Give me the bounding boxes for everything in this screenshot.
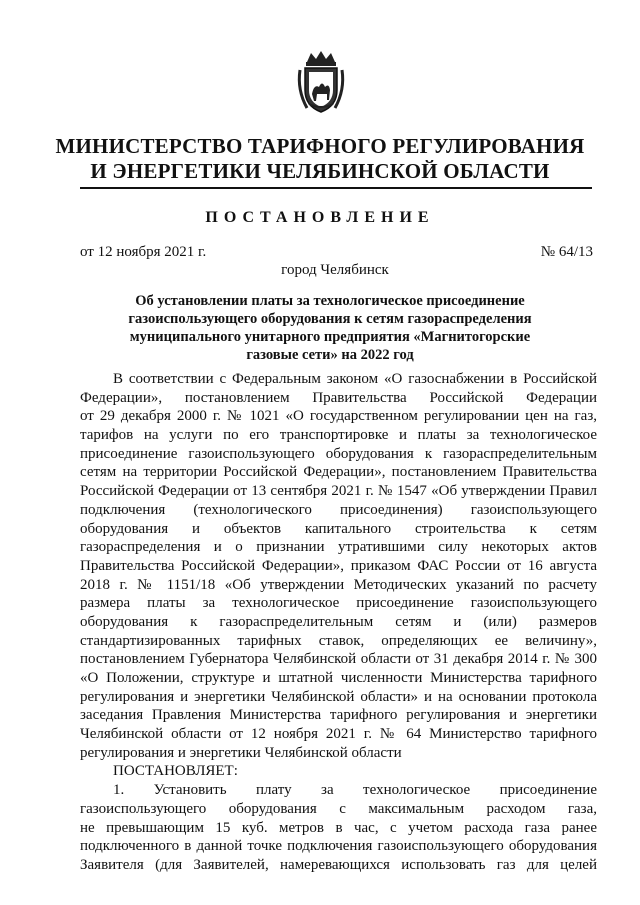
body-line: 2018 г. № 1151/18 «Об утверждении Методических указаний по расчету bbox=[80, 576, 597, 593]
body-line: «О Положении, структуре и штатной численности Министерства тарифного bbox=[80, 670, 597, 686]
body-line: заседания Правления Министерства тарифного регулирования и энергетики bbox=[80, 707, 597, 724]
heading-line: газоиспользующего оборудования к сетям газораспределения bbox=[128, 311, 532, 327]
body-line: постановлением Губернатора Челябинской области от 31 декабря 2014 г. № 300 bbox=[80, 651, 597, 668]
body-line: 1. Установить плату за технологическое присоединение bbox=[113, 782, 597, 799]
document-city: город Челябинск bbox=[281, 262, 389, 278]
coat-of-arms-icon bbox=[295, 50, 347, 116]
body-line: Федерации», постановлением Правительства Российской Федерации bbox=[80, 389, 597, 406]
body-line: Российской Федерации от 13 сентября 2021 г. № 1547 «Об утверждении Правил bbox=[80, 483, 597, 500]
body-line: размера платы за технологическое присоединение газоиспользующего bbox=[80, 595, 597, 612]
body-line: оборудования и объектов капитального строительства к сетям bbox=[80, 520, 597, 537]
document-date: от 12 ноября 2021 г. bbox=[80, 244, 207, 260]
body-line: подключенного в данной точке подключения газоиспользующего оборудования bbox=[80, 838, 597, 855]
body-line: Челябинской области от 12 ноября 2021 г. № 64 Министерство тарифного bbox=[80, 726, 597, 743]
ministry-name-line2: И ЭНЕРГЕТИКИ ЧЕЛЯБИНСКОЙ ОБЛАСТИ bbox=[90, 159, 550, 183]
body-line: Заявителя (для Заявителей, намеревающихся использовать газ для целей bbox=[80, 856, 597, 873]
body-line: Правительства Российской Федерации», приказом ФАС России от 16 августа bbox=[80, 557, 597, 574]
body-line: В соответствии с Федеральным законом «О газоснабжении в Российской bbox=[113, 371, 597, 387]
ministry-name-line1: МИНИСТЕРСТВО ТАРИФНОГО РЕГУЛИРОВАНИЯ bbox=[55, 134, 585, 158]
body-line: тарифов на услуги по его транспортировке и платы за технологическое bbox=[80, 427, 597, 444]
heading-line: газовые сети» на 2022 год bbox=[246, 347, 414, 363]
body-line: регулирования и энергетики Челябинской области» и на основании протокола bbox=[80, 688, 597, 705]
document-number: № 64/13 bbox=[540, 244, 593, 260]
body-line: стандартизированных тарифных ставок, определяющих ее величину», bbox=[80, 632, 597, 649]
document-type: ПОСТАНОВЛЕНИЕ bbox=[205, 209, 435, 226]
body-line: не превышающим 15 куб. метров в час, с учетом расхода газа ранее bbox=[80, 819, 597, 836]
document-body bbox=[80, 370, 597, 875]
document-heading bbox=[108, 292, 552, 364]
body-line: регулирования и энергетики Челябинской области bbox=[80, 744, 402, 761]
header-divider bbox=[80, 187, 592, 189]
body-line: присоединение газоиспользующего оборудования к газораспределительным bbox=[80, 445, 597, 462]
body-line: подключения (технологического присоединения) газоиспользующего bbox=[80, 501, 597, 518]
body-line: газоиспользующего оборудования с максимальным расходом газа, bbox=[80, 800, 597, 817]
heading-line: Об установлении платы за технологическое присоединение bbox=[135, 293, 525, 309]
body-line: оборудования к газораспределительным сетям и (или) размеров bbox=[80, 613, 597, 630]
resolves-line: ПОСТАНОВЛЯЕТ: bbox=[113, 763, 238, 780]
body-line: газораспределения и о признании утратившими силу некоторых актов bbox=[80, 539, 597, 556]
body-line: от 29 декабря 2000 г. № 1021 «О государственном регулировании цен на газ, bbox=[80, 408, 597, 425]
heading-line: муниципального унитарного предприятия «Магнитогорские bbox=[129, 329, 531, 345]
body-line: сетям на территории Российской Федерации», постановлением Правительства bbox=[80, 464, 597, 481]
